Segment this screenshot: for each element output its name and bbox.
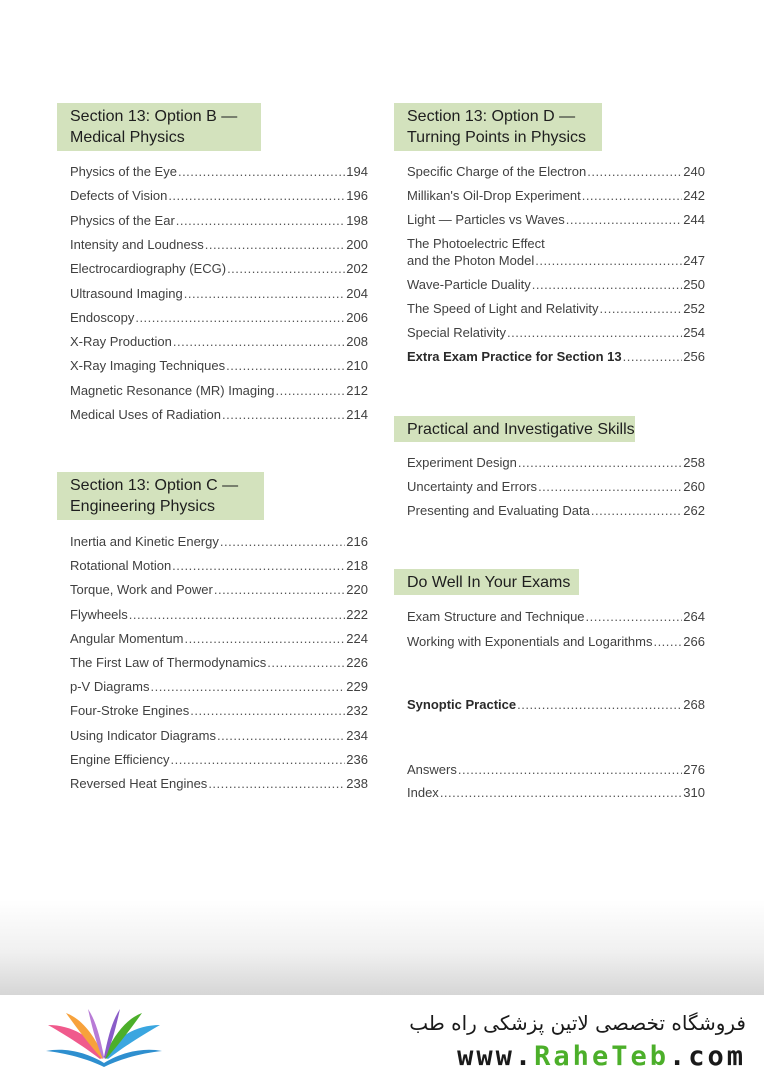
url-highlight: RaheTeb <box>534 1041 669 1072</box>
store-name: فروشگاه تخصصی لاتین پزشکی راه طب <box>409 1011 746 1035</box>
leader-dots <box>129 606 346 623</box>
toc-entry-title: Electrocardiography (ECG) <box>70 261 227 277</box>
leader-dots <box>587 163 682 180</box>
toc-entry-page: 194 <box>346 164 368 179</box>
toc-entry-page: 244 <box>683 212 705 227</box>
toc-entry-page: 224 <box>346 630 368 646</box>
leader-dots <box>226 357 345 374</box>
leader-dots <box>586 608 683 625</box>
toc-entry-page: 212 <box>346 382 368 398</box>
toc-entry-title: The First Law of Thermodynamics <box>70 655 267 670</box>
toc-entry-page: 196 <box>346 188 368 204</box>
toc-entry-page: 252 <box>683 301 705 316</box>
toc-entry[interactable] <box>407 478 705 495</box>
toc-entry-title: Defects of Vision <box>70 188 168 204</box>
leader-dots <box>171 751 346 768</box>
leader-dots <box>217 727 345 744</box>
toc-entry[interactable] <box>70 236 368 253</box>
leader-dots <box>267 654 345 671</box>
open-book-logo-icon <box>42 1007 166 1067</box>
toc-entry-title: Answers <box>407 762 457 777</box>
leader-dots <box>275 382 345 399</box>
toc-entry-page: 204 <box>346 285 368 301</box>
leader-dots <box>222 406 345 423</box>
toc-entry-page: 262 <box>683 503 705 518</box>
toc-entry-page: 276 <box>683 762 705 777</box>
toc-entry-title: Endoscopy <box>70 309 135 325</box>
toc-entry[interactable] <box>70 775 368 792</box>
toc-entry-page: 254 <box>683 325 705 340</box>
toc-entry[interactable] <box>407 276 705 293</box>
leader-dots <box>566 211 683 228</box>
page-edge-shadow <box>0 900 764 995</box>
section-header-line: Practical and Investigative Skills <box>407 421 635 438</box>
leader-dots <box>173 333 345 350</box>
toc-entry-page: 260 <box>683 479 705 494</box>
toc-entry-page: 242 <box>683 188 705 203</box>
toc-entry-title: Four-Stroke Engines <box>70 703 190 719</box>
toc-entry[interactable] <box>407 235 705 269</box>
leader-dots <box>150 678 345 695</box>
leader-dots <box>532 276 683 293</box>
store-footer <box>0 995 764 1080</box>
toc-entry-title: Inertia and Kinetic Energy <box>70 534 219 549</box>
toc-entry[interactable] <box>70 382 368 399</box>
leader-dots <box>600 300 683 317</box>
section-header-line: Section 13: Option C — <box>70 477 239 494</box>
leader-dots <box>440 784 682 801</box>
toc-entry-page: 264 <box>683 609 705 624</box>
toc-entry-answers[interactable] <box>407 761 705 778</box>
leader-dots <box>178 163 345 180</box>
section-header-option-b <box>57 103 261 151</box>
section-header-exams <box>394 569 579 595</box>
toc-entry-title: Index <box>407 785 439 800</box>
store-url[interactable] <box>457 1041 746 1072</box>
toc-entry-title: Light — Particles vs Waves <box>407 212 565 227</box>
toc-entry-page: 220 <box>346 582 368 598</box>
toc-entry-page: 232 <box>346 703 368 719</box>
toc-entry-page: 202 <box>346 261 368 277</box>
toc-entry-page: 208 <box>346 334 368 350</box>
toc-entry[interactable] <box>70 406 368 423</box>
toc-entry[interactable] <box>70 212 368 229</box>
section-header-line: Section 13: Option B — <box>70 108 238 125</box>
toc-entry-page: 266 <box>683 633 705 649</box>
section-header-option-d <box>394 103 602 151</box>
toc-entry-title: and the Photon Model <box>407 253 535 268</box>
toc-entry-page: 256 <box>683 349 705 364</box>
toc-entry[interactable] <box>70 333 368 350</box>
leader-dots <box>535 252 682 269</box>
section-header-practical <box>394 416 635 442</box>
toc-entry[interactable] <box>70 357 368 374</box>
toc-entry[interactable] <box>407 348 705 365</box>
toc-entry-title: Presenting and Evaluating Data <box>407 503 590 518</box>
toc-entry-page: 226 <box>346 655 368 670</box>
toc-entry[interactable] <box>70 557 368 574</box>
leader-dots <box>205 236 346 253</box>
toc-entry-title: p-V Diagrams <box>70 679 150 695</box>
toc-entry[interactable] <box>70 309 368 326</box>
toc-entry-page: 236 <box>346 751 368 767</box>
leader-dots <box>517 696 682 713</box>
leader-dots <box>220 533 345 550</box>
toc-entry-title: Experiment Design <box>407 455 517 470</box>
toc-entry-title: Reversed Heat Engines <box>70 776 208 791</box>
toc-entry-title: Medical Uses of Radiation <box>70 407 222 422</box>
toc-entry-synoptic[interactable] <box>407 696 705 713</box>
toc-entry-title: X-Ray Production <box>70 334 172 350</box>
toc-entry-title: Extra Exam Practice for Section 13 <box>407 349 622 364</box>
toc-entry-title: Using Indicator Diagrams <box>70 727 216 743</box>
toc-entry[interactable] <box>407 324 705 341</box>
toc-entry-title: Intensity and Loudness <box>70 236 204 252</box>
toc-entry[interactable] <box>407 633 705 650</box>
toc-entry-page: 258 <box>683 455 705 470</box>
leader-dots <box>538 478 682 495</box>
toc-entry[interactable] <box>70 678 368 695</box>
leader-dots <box>214 581 345 598</box>
section-header-line: Turning Points in Physics <box>407 129 587 146</box>
toc-entry[interactable] <box>407 187 705 204</box>
toc-entry[interactable] <box>70 727 368 744</box>
toc-entry-page: 222 <box>346 606 368 622</box>
toc-entry[interactable] <box>70 187 368 204</box>
toc-entry[interactable] <box>70 751 368 768</box>
toc-entry-title-line1: The Photoelectric Effect <box>407 236 545 251</box>
toc-entry-title: Magnetic Resonance (MR) Imaging <box>70 382 275 398</box>
toc-entry-title: Millikan's Oil-Drop Experiment <box>407 188 581 203</box>
section-header-option-c <box>57 472 264 520</box>
toc-entry-title: Synoptic Practice <box>407 697 517 712</box>
leader-dots <box>184 285 346 302</box>
toc-entry-index[interactable] <box>407 784 705 801</box>
toc-entry-page: 240 <box>683 164 705 179</box>
leader-dots <box>176 212 346 229</box>
toc-entry-title: Special Relativity <box>407 325 506 340</box>
toc-entry-title: Torque, Work and Power <box>70 582 213 598</box>
toc-entry-title: Wave-Particle Duality <box>407 277 531 292</box>
toc-entry-page: 200 <box>346 236 368 252</box>
toc-entry[interactable] <box>70 702 368 719</box>
toc-entry[interactable] <box>70 630 368 647</box>
toc-entry-page: 210 <box>346 358 368 374</box>
leader-dots <box>591 502 682 519</box>
leader-dots <box>135 309 345 326</box>
toc-entry-title: Specific Charge of the Electron <box>407 164 587 179</box>
toc-entry[interactable] <box>70 260 368 277</box>
toc-entry-title: Physics of the Eye <box>70 164 177 179</box>
leader-dots <box>582 187 683 204</box>
leader-dots <box>172 557 345 574</box>
toc-entry[interactable] <box>407 454 705 471</box>
toc-entry-page: 218 <box>346 558 368 574</box>
toc-entry-page: 198 <box>346 212 368 228</box>
leader-dots <box>168 187 345 204</box>
section-header-line: Medical Physics <box>70 129 185 146</box>
toc-entry-title: Angular Momentum <box>70 630 184 646</box>
leader-dots <box>518 454 682 471</box>
toc-entry-title: Rotational Motion <box>70 558 172 574</box>
toc-entry-page: 214 <box>346 407 368 422</box>
toc-entry[interactable] <box>70 581 368 598</box>
toc-entry-title: X-Ray Imaging Techniques <box>70 358 226 374</box>
toc-entry-page: 234 <box>346 727 368 743</box>
toc-entry-page: 247 <box>683 253 705 268</box>
leader-dots <box>208 775 345 792</box>
toc-entry-page: 238 <box>346 776 368 791</box>
toc-entry[interactable] <box>407 163 705 180</box>
leader-dots <box>653 633 682 650</box>
toc-entry[interactable] <box>70 654 368 671</box>
leader-dots <box>458 761 682 778</box>
toc-entry-title: The Speed of Light and Relativity <box>407 301 599 316</box>
leader-dots <box>184 630 345 647</box>
toc-entry[interactable] <box>70 163 368 180</box>
toc-entry-title: Uncertainty and Errors <box>407 479 538 494</box>
url-suffix: .com <box>668 1041 746 1072</box>
toc-entry-page: 250 <box>683 277 705 292</box>
section-header-line: Do Well In Your Exams <box>407 574 571 591</box>
toc-entry-title: Flywheels <box>70 606 128 622</box>
toc-entry-page: 310 <box>683 785 705 800</box>
toc-entry-page: 206 <box>346 309 368 325</box>
toc-entry[interactable] <box>407 502 705 519</box>
url-prefix: www. <box>457 1041 535 1072</box>
toc-entry[interactable] <box>407 608 705 625</box>
toc-entry-title: Engine Efficiency <box>70 751 170 767</box>
toc-entry[interactable] <box>70 533 368 550</box>
toc-entry-title: Physics of the Ear <box>70 212 175 228</box>
leader-dots <box>507 324 682 341</box>
toc-entry-title: Exam Structure and Technique <box>407 609 585 624</box>
toc-entry-page: 229 <box>346 679 368 695</box>
section-header-line: Section 13: Option D — <box>407 108 576 125</box>
leader-dots <box>190 702 345 719</box>
toc-entry-page: 268 <box>683 697 705 712</box>
leader-dots <box>227 260 345 277</box>
toc-entry[interactable] <box>70 606 368 623</box>
toc-entry[interactable] <box>70 285 368 302</box>
toc-entry-page: 216 <box>346 534 368 549</box>
leader-dots <box>623 348 683 365</box>
section-header-line: Engineering Physics <box>70 498 215 515</box>
toc-entry[interactable] <box>407 211 705 228</box>
toc-entry-title: Working with Exponentials and Logarithms <box>407 633 653 649</box>
toc-entry-title: Ultrasound Imaging <box>70 285 183 301</box>
toc-entry[interactable] <box>407 300 705 317</box>
